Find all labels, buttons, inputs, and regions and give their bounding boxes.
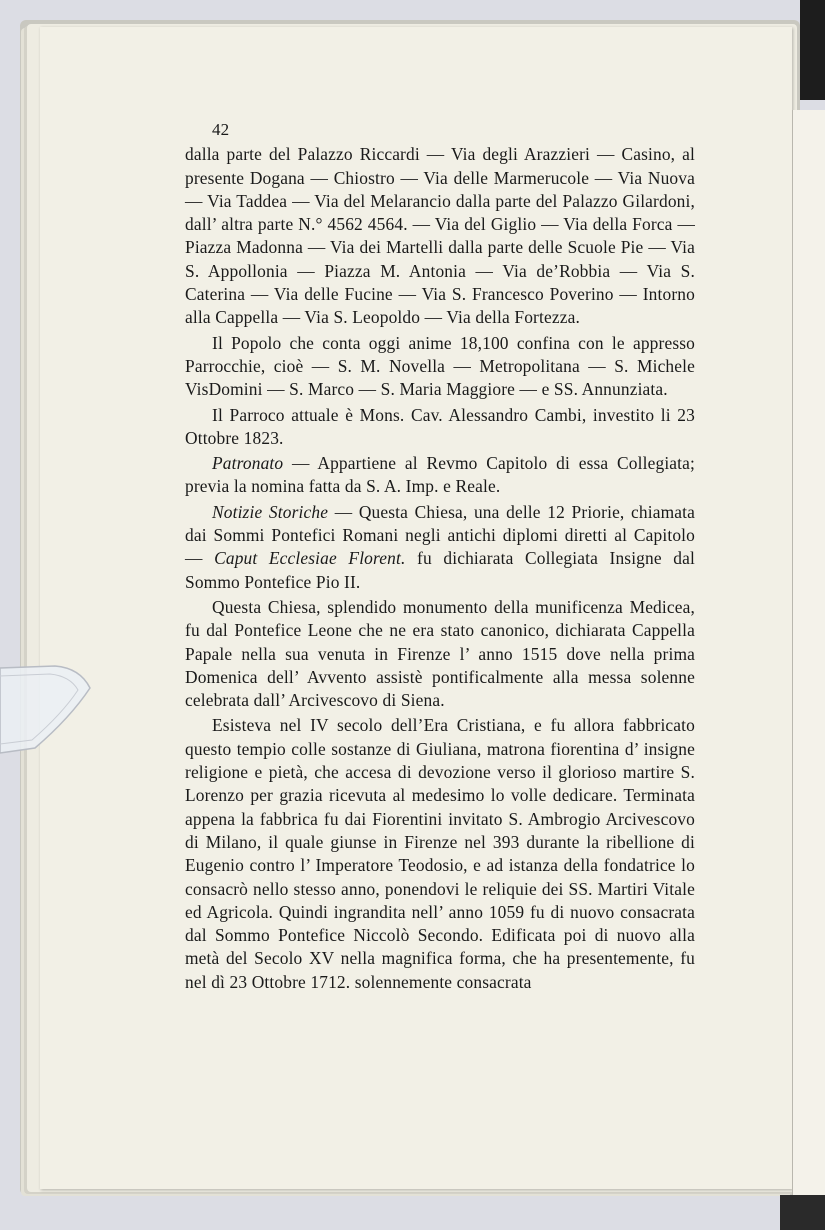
notizie-tail: fu dichiarata Collegiata Insigne dal Sommo Pontefice Pio II. bbox=[185, 548, 695, 592]
paragraph-notizie bbox=[185, 501, 695, 594]
binder-bottom bbox=[780, 1195, 825, 1230]
paragraph-population: Il Popolo che conta oggi anime 18,100 confina con le appresso Parrocchie, cioè — S. M. Novella — Metropolitana — S. Michele VisDomini — S. Marco — S. Maria Maggiore — e SS. Annunziata. bbox=[185, 332, 695, 400]
paragraph-history: Esisteva nel IV secolo dell’Era Cristiana, e fu allora fabbricato questo tempio colle sostanze di Giuliana, matrona fiorentina d’ insigne religione e pietà, che accesa di devozione verso il glorioso martire S. Lorenzo per grazia ricevuta al medesimo lo volle dedicare. Terminata appena la fabbrica fu dai Fiorentini invitato S. Ambrogio Arcivescovo di Milano, il quale giunse in Firenze nel 393 durante la ribellione di Eugenio contro l’ Imperatore Teodosio, e ad istanza della fondatrice lo consacrò nello stesso anno, ponendovi le reliquie dei SS. Martiri Vitale ed Agricola. Quindi ingrandita nell’ anno 1059 fu di nuovo consacrata dal Sommo Pontefice Niccolò Secondo. Edificata poi di nuovo alla metà del Secolo XV nella magnifica forma, che ha presentemente, fu nel dì 23 Ottobre 1712. solennemente consacrata bbox=[185, 715, 695, 992]
patronato-heading: Patronato bbox=[212, 453, 284, 474]
page-text bbox=[185, 118, 695, 996]
binder-top bbox=[800, 0, 825, 100]
notizie-heading: Notizie Storiche bbox=[212, 501, 329, 522]
paragraph-parroco: Il Parroco attuale è Mons. Cav. Alessandro Cambi, investito li 23 Ottobre 1823. bbox=[185, 404, 695, 448]
paragraph-monument: Questa Chiesa, splendido monumento della munificenza Medicea, fu dal Pontefice Leone che ne era stato canonico, dichiarata Cappella Papale nella sua venuta in Firenze l’ anno 1515 dove nella prima Domenica dell’ Avvento assistè pontificalmente alla messa solenne celebrata dall’ Arcivescovo di Siena. bbox=[185, 596, 695, 711]
notizie-text: — Questa Chiesa, una delle 12 Priorie, chiamata dai Sommi Pontefici Romani negli antichi diplomi diretti al Capitolo — bbox=[185, 501, 695, 569]
notizie-latin: Caput Ecclesiae Florent. bbox=[214, 548, 406, 569]
page-number: 42 bbox=[212, 120, 230, 139]
patronato-text: — Appartiene al Revmo Capitolo di essa Collegiata; previa la nomina fatta da S. A. Imp. e Reale. bbox=[185, 453, 695, 497]
page-clip-icon bbox=[0, 648, 100, 758]
paragraph-patronato bbox=[185, 452, 695, 499]
facing-page-edge bbox=[792, 110, 825, 1200]
paragraph-streets: dalla parte del Palazzo Riccardi — Via degli Arazzieri — Casino, al presente Dogana — Chiostro — Via delle Marmerucole — Via Nuova — Via Taddea — Via del Melarancio dalla parte del Palazzo Gilardoni, dall’ altra parte N.° 4562 4564. — Via del Giglio — Via della Forca — Piazza Madonna — Via dei Martelli dalla parte delle Scuole Pie — Via S. Appollonia — Piazza M. Antonia — Via de’Robbia — Via S. Caterina — Via delle Fucine — Via S. Francesco Poverino — Intorno alla Cappella — Via S. Leopoldo — Via della Fortezza. bbox=[185, 144, 695, 328]
